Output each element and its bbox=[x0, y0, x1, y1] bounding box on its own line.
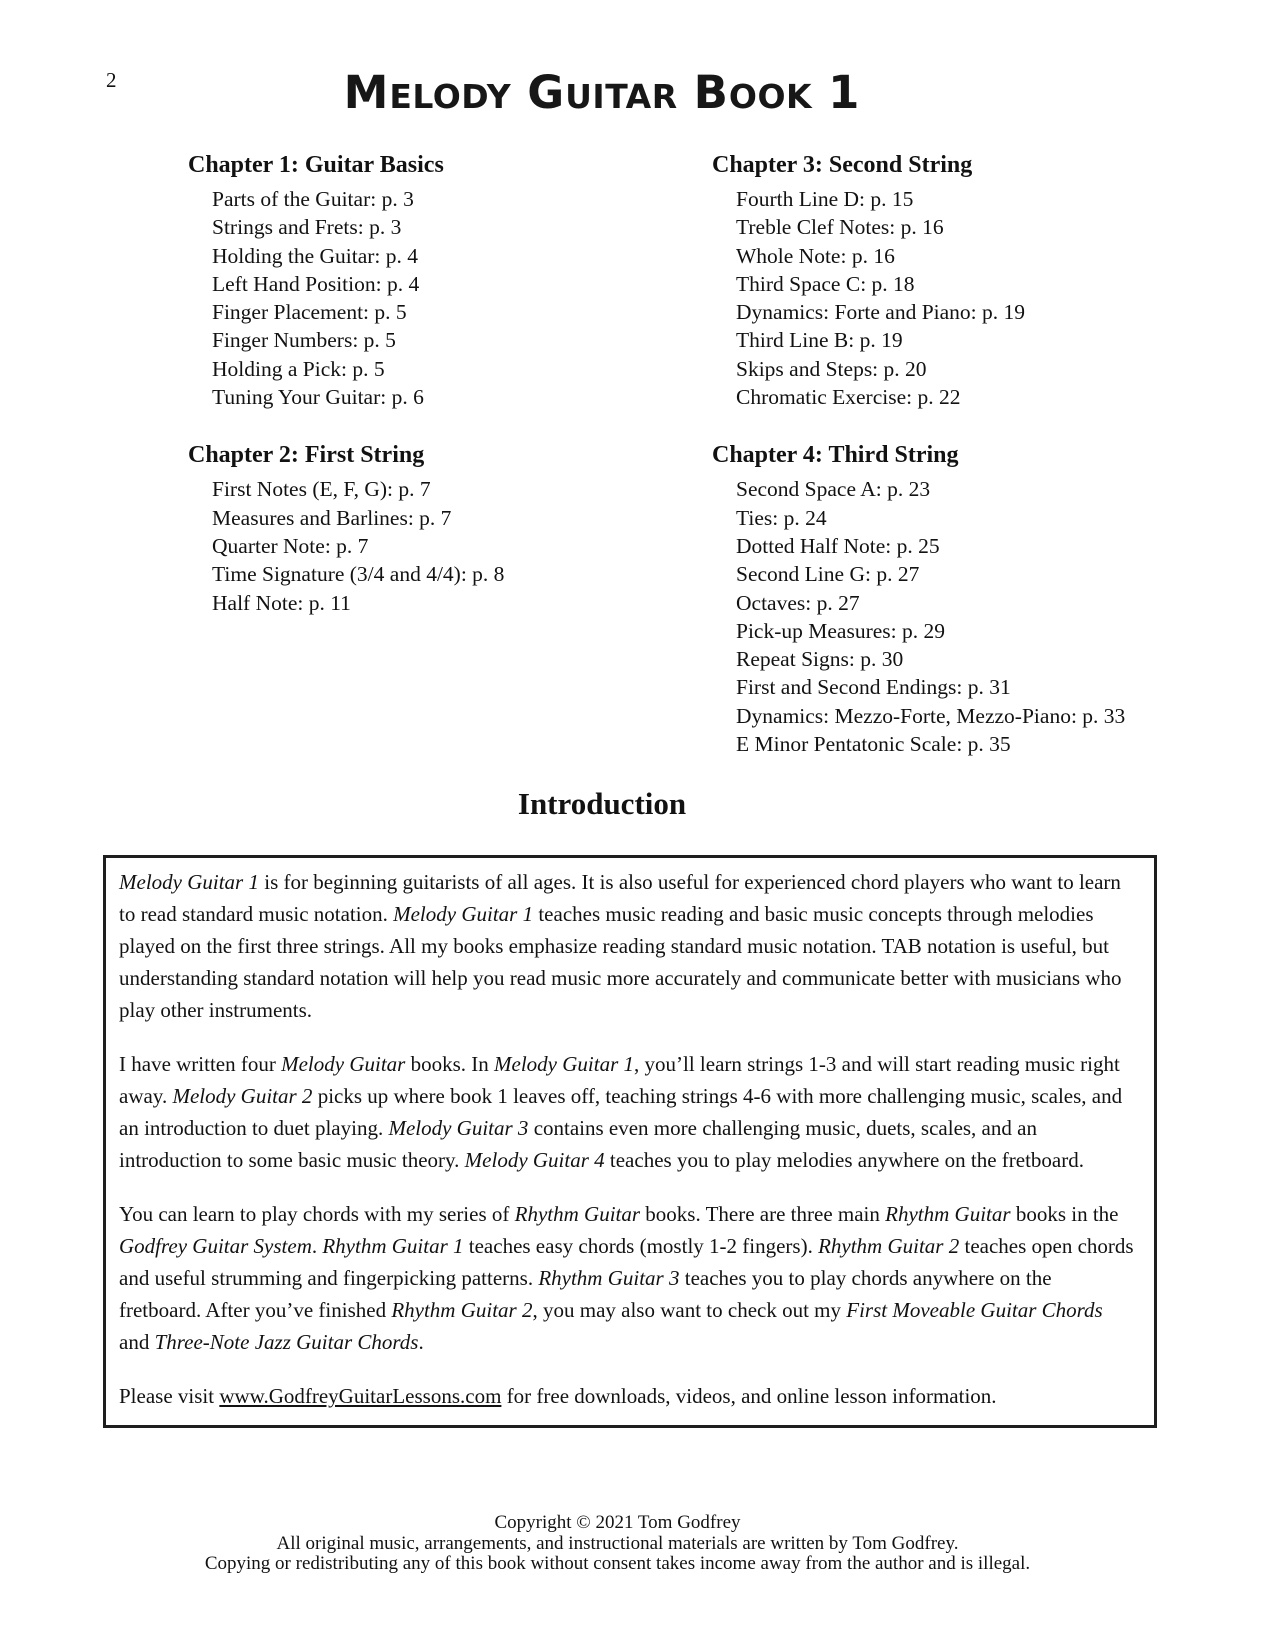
title-word bbox=[344, 68, 512, 118]
intro-paragraph bbox=[119, 866, 1138, 1026]
title-word bbox=[527, 68, 677, 118]
toc-chapter bbox=[712, 150, 1275, 411]
intro-paragraph bbox=[119, 1380, 1138, 1412]
intro-text: books. In bbox=[405, 1052, 495, 1076]
intro-text: teaches open chords and useful strumming and fingerpicking patterns. bbox=[119, 1234, 1134, 1290]
title-letters: OOK bbox=[728, 77, 813, 116]
toc-item: Treble Clef Notes: p. 16 bbox=[736, 215, 944, 240]
intro-text: and bbox=[119, 1330, 155, 1354]
book-title-reference: Melody Guitar 3 bbox=[388, 1116, 529, 1140]
title-letters: ELODY bbox=[389, 77, 512, 116]
book-title-reference: Rhythm Guitar bbox=[514, 1202, 641, 1226]
intro-text: . bbox=[418, 1330, 424, 1354]
intro-text: books. There are three main bbox=[640, 1202, 886, 1226]
toc-item: Dynamics: Mezzo-Forte, Mezzo-Piano: p. 33 bbox=[736, 703, 1126, 728]
book-title-reference: First Moveable Guitar Chords bbox=[846, 1298, 1103, 1322]
intro-text: teaches music reading and basic music concepts through melodies played on the first three strings. All my books emphasize reading standard music notation. TAB notation is useful, but understanding standard notation will help you read music more accurately and communicate better with musicians who play other instruments. bbox=[119, 902, 1122, 1022]
toc-chapter bbox=[712, 440, 1275, 758]
toc-item: Finger Numbers: p. 5 bbox=[212, 328, 396, 353]
toc-column bbox=[712, 150, 1275, 758]
book-title-reference: Rhythm Guitar 2 bbox=[391, 1298, 533, 1322]
intro-text: is for beginning guitarists of all ages. It is also useful for experienced chord players who want to learn to read standard music notation. bbox=[119, 870, 1121, 926]
book-title-reference: Melody Guitar 1 bbox=[393, 902, 534, 926]
title-letter: B bbox=[693, 66, 729, 119]
toc-item: Octaves: p. 27 bbox=[736, 590, 860, 615]
toc-item: Quarter Note: p. 7 bbox=[212, 533, 369, 558]
intro-paragraph bbox=[119, 1048, 1138, 1176]
toc-item: Pick-up Measures: p. 29 bbox=[736, 618, 945, 643]
toc-chapter bbox=[188, 150, 712, 411]
copyright-footer bbox=[0, 1513, 1235, 1575]
toc-item: Whole Note: p. 16 bbox=[736, 243, 895, 268]
toc-item: Chromatic Exercise: p. 22 bbox=[736, 385, 961, 410]
toc-item: Left Hand Position: p. 4 bbox=[212, 271, 420, 296]
toc-item: First and Second Endings: p. 31 bbox=[736, 675, 1011, 700]
intro-paragraph bbox=[119, 1198, 1138, 1358]
toc-item: Fourth Line D: p. 15 bbox=[736, 187, 914, 211]
chapter-heading: Chapter 2: First String bbox=[188, 442, 425, 469]
toc-item: Third Line B: p. 19 bbox=[736, 328, 903, 353]
toc-item: Strings and Frets: p. 3 bbox=[212, 215, 402, 240]
toc-item: Ties: p. 24 bbox=[736, 505, 827, 530]
introduction-box bbox=[103, 855, 1157, 1428]
toc-item: Dynamics: Forte and Piano: p. 19 bbox=[736, 300, 1026, 325]
toc-item: Skips and Steps: p. 20 bbox=[736, 356, 927, 381]
book-title-reference: Rhythm Guitar 1 bbox=[322, 1234, 464, 1258]
table-of-contents bbox=[0, 150, 1275, 758]
intro-text: , you may also want to check out my bbox=[532, 1298, 847, 1322]
title-letter: G bbox=[527, 66, 566, 119]
toc-column bbox=[188, 150, 712, 758]
intro-text: teaches you to play chords anywhere on the fretboard. After you’ve finished bbox=[119, 1266, 1052, 1322]
intro-text: teaches easy chords (mostly 1-2 fingers). bbox=[463, 1234, 819, 1258]
intro-text: books in the bbox=[1010, 1202, 1119, 1226]
toc-item: Second Space A: p. 23 bbox=[736, 477, 931, 502]
title-letter: M bbox=[343, 66, 390, 119]
intro-text: I have written four bbox=[119, 1052, 282, 1076]
book-title-reference: Godfrey Guitar System bbox=[119, 1234, 312, 1258]
toc-item: First Notes (E, F, G): p. 7 bbox=[212, 477, 431, 502]
book-title-reference: Melody Guitar 4 bbox=[464, 1148, 605, 1172]
footer-line: Copying or redistributing any of this book without consent takes income away from the author and is illegal. bbox=[204, 1553, 1031, 1574]
toc-item: Second Line G: p. 27 bbox=[736, 562, 920, 587]
book-title-reference: Rhythm Guitar 2 bbox=[818, 1234, 960, 1258]
website-link[interactable]: www.GodfreyGuitarLessons.com bbox=[219, 1384, 502, 1408]
toc-item: Dotted Half Note: p. 25 bbox=[736, 533, 940, 558]
toc-item: Half Note: p. 11 bbox=[212, 590, 351, 615]
chapter-heading: Chapter 3: Second String bbox=[712, 152, 973, 178]
book-title-reference: Melody Guitar 1 bbox=[119, 870, 259, 894]
footer-line: All original music, arrangements, and instructional materials are written by Tom Godfrey. bbox=[276, 1532, 959, 1554]
intro-text: . bbox=[311, 1234, 323, 1258]
chapter-heading: Chapter 1: Guitar Basics bbox=[188, 152, 444, 178]
book-title-reference: Melody Guitar 2 bbox=[172, 1084, 313, 1108]
page-number: 2 bbox=[106, 68, 117, 92]
title-letter: 1 bbox=[828, 66, 861, 119]
title-word bbox=[694, 68, 813, 118]
book-title-reference: Rhythm Guitar 3 bbox=[538, 1266, 680, 1290]
introduction-heading: Introduction bbox=[517, 786, 687, 821]
toc-item: Holding a Pick: p. 5 bbox=[212, 356, 385, 381]
intro-text: teaches you to play melodies anywhere on the fretboard. bbox=[604, 1148, 1084, 1172]
toc-chapter bbox=[188, 440, 712, 616]
toc-item: Time Signature (3/4 and 4/4): p. 8 bbox=[212, 562, 505, 587]
intro-text: picks up where book 1 leaves off, teaching strings 4-6 with more challenging music, scales, and an introduction to duet playing. bbox=[119, 1084, 1123, 1140]
book-title-reference: Melody Guitar 1 bbox=[494, 1052, 634, 1076]
intro-text: contains even more challenging music, duets, scales, and an introduction to some basic music theory. bbox=[119, 1116, 1037, 1172]
title-letters: UITAR bbox=[565, 77, 678, 116]
intro-text: , you’ll learn strings 1-3 and will start reading music right away. bbox=[119, 1052, 1120, 1108]
footer-line: Copyright © 2021 Tom Godfrey bbox=[494, 1512, 741, 1533]
toc-item: Tuning Your Guitar: p. 6 bbox=[212, 385, 424, 410]
book-title bbox=[0, 68, 1204, 118]
toc-item: Finger Placement: p. 5 bbox=[212, 300, 407, 325]
toc-item: Measures and Barlines: p. 7 bbox=[212, 505, 452, 530]
book-title-reference: Three-Note Jazz Guitar Chords bbox=[154, 1330, 419, 1354]
toc-item: E Minor Pentatonic Scale: p. 35 bbox=[736, 732, 1011, 757]
chapter-heading: Chapter 4: Third String bbox=[712, 442, 959, 469]
toc-item: Holding the Guitar: p. 4 bbox=[212, 243, 419, 268]
book-title-reference: Rhythm Guitar bbox=[885, 1202, 1011, 1226]
intro-text: for free downloads, videos, and online lesson information. bbox=[501, 1384, 997, 1408]
intro-text: Please visit bbox=[119, 1384, 220, 1408]
book-title-reference: Melody Guitar bbox=[281, 1052, 406, 1076]
toc-item: Repeat Signs: p. 30 bbox=[736, 647, 904, 672]
toc-item: Third Space C: p. 18 bbox=[736, 271, 915, 296]
toc-item: Parts of the Guitar: p. 3 bbox=[212, 187, 414, 211]
title-word bbox=[828, 68, 860, 118]
intro-text: You can learn to play chords with my series of bbox=[119, 1202, 515, 1226]
